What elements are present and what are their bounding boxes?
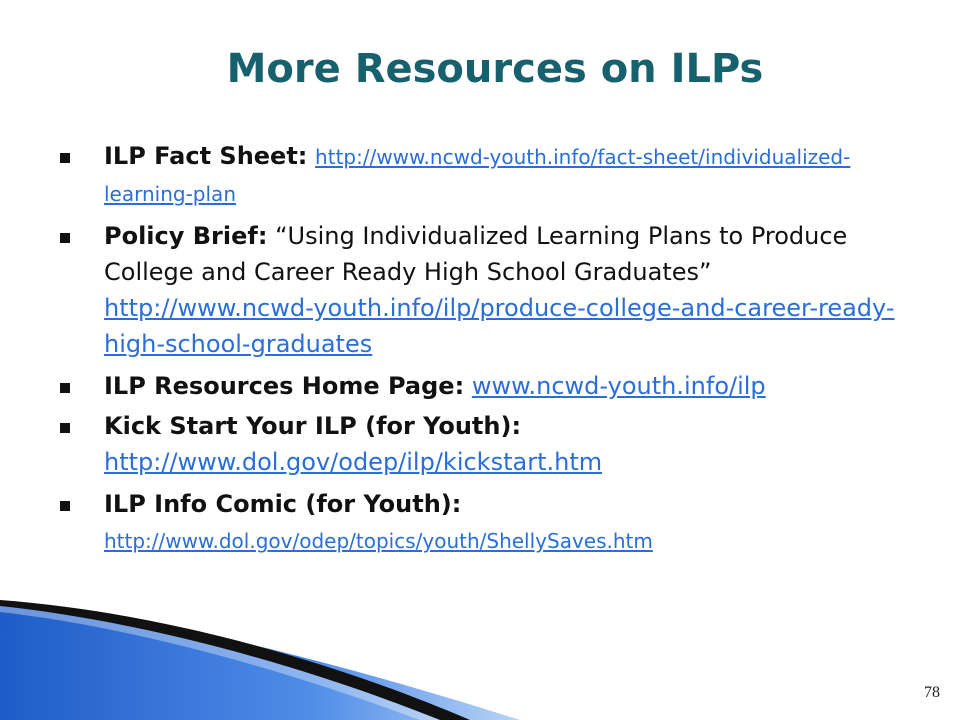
list-item-ilp-fact-sheet: [60, 138, 920, 212]
ilp-fact-sheet-link[interactable]: http://www.ncwd-youth.info/fact-sheet/individualized-learning-plan: [104, 145, 851, 206]
slide-title: More Resources on ILPs: [226, 46, 764, 92]
bullet-label: ILP Info Comic (for Youth):: [104, 490, 462, 518]
bullet-label: ILP Resources Home Page:: [104, 372, 465, 400]
square-bullet-icon: [60, 153, 70, 163]
list-item-kick-start: [60, 408, 920, 480]
square-bullet-icon: [60, 423, 70, 433]
policy-brief-link[interactable]: http://www.ncwd-youth.info/ilp/produce-college-and-career-ready-high-school-graduates: [104, 294, 895, 358]
bullet-label: Policy Brief:: [104, 222, 268, 250]
list-item-ilp-info-comic: [60, 486, 920, 559]
page-number: 78: [924, 684, 940, 701]
resource-list: [60, 138, 920, 559]
ilp-info-comic-link[interactable]: http://www.dol.gov/odep/topics/youth/ShellySaves.htm: [104, 529, 653, 553]
ilp-resources-home-link[interactable]: www.ncwd-youth.info/ilp: [471, 372, 766, 400]
bullet-label: Kick Start Your ILP (for Youth):: [104, 412, 522, 440]
list-item-ilp-resources-home: [60, 368, 920, 404]
kick-start-link[interactable]: http://www.dol.gov/odep/ilp/kickstart.htm: [104, 448, 603, 476]
bullet-label: ILP Fact Sheet:: [104, 142, 308, 170]
square-bullet-icon: [60, 233, 70, 243]
resource-list-container: [60, 138, 920, 559]
square-bullet-icon: [60, 501, 70, 511]
square-bullet-icon: [60, 383, 70, 393]
list-item-policy-brief: [60, 218, 920, 362]
bullet-text: “Using Individualized Learning Plans to Produce College and Career Ready High School Graduates”: [104, 222, 848, 286]
